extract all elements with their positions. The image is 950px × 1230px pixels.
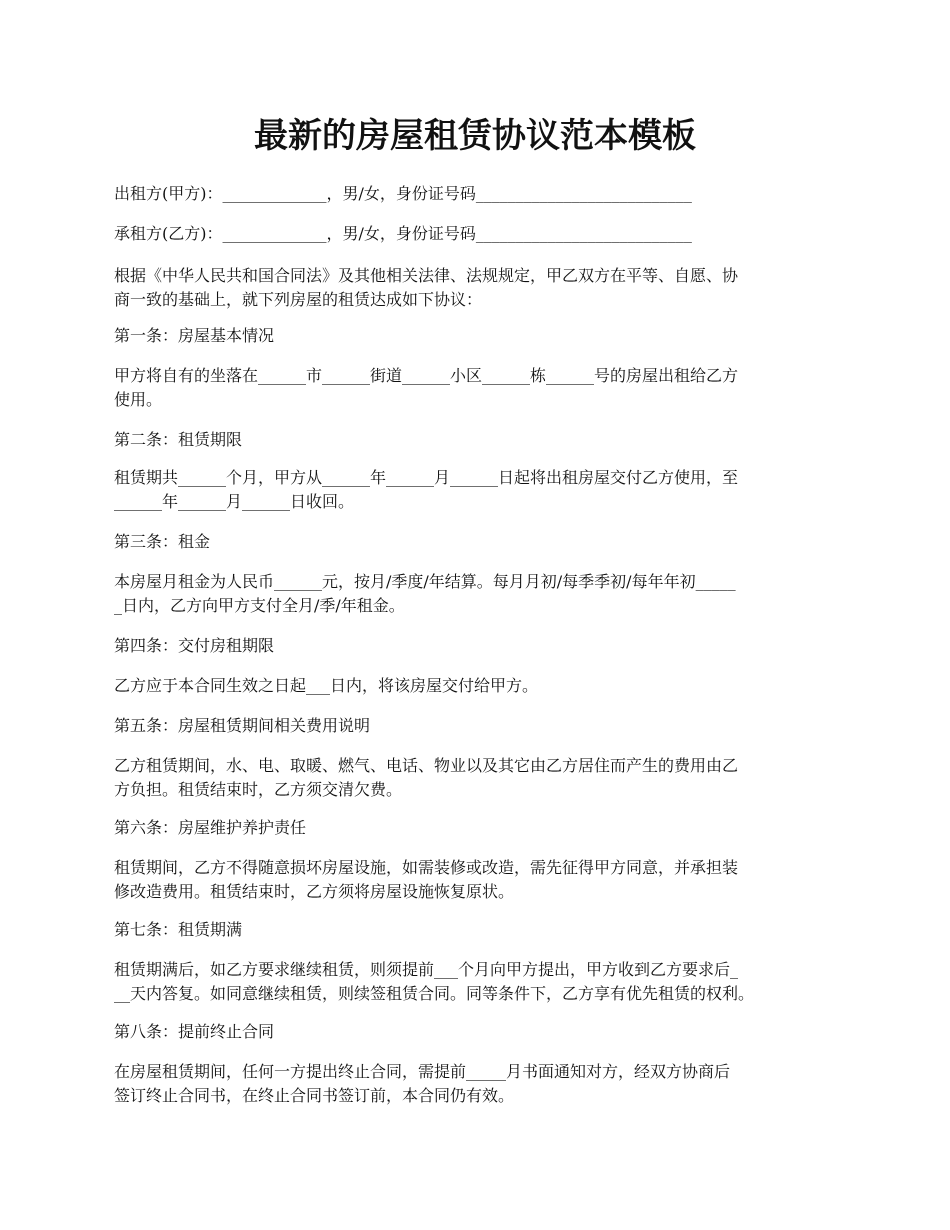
paragraph-line: 本房屋月租金为人民币______元，按月/季度/年结算。每月月初/每季季初/每年年初_____ [114, 572, 736, 591]
paragraph-line: 修改造费用。租赁结束时，乙方须将房屋设施恢复原状。 [114, 882, 515, 901]
paragraph-line: 商一致的基础上，就下列房屋的租赁达成如下协议： [114, 290, 483, 309]
paragraph-line: 租赁期共______个月，甲方从______年______月______日起将出租房屋交付乙方使用，至 [114, 468, 739, 487]
article-1-heading [114, 324, 854, 348]
paragraph-line: 在房屋租赁期间，任何一方提出终止合同，需提前_____月书面通知对方，经双方协商后 [114, 1062, 731, 1081]
paragraph-line: 第八条：提前终止合同 [114, 1022, 275, 1041]
paragraph-line: _日内，乙方向甲方支付全月/季/年租金。 [114, 596, 405, 615]
article-4-body [114, 674, 854, 698]
lessor-line [114, 182, 854, 206]
paragraph-line: 乙方租赁期间，水、电、取暖、燃气、电话、物业以及其它由乙方居住而产生的费用由乙 [114, 756, 739, 775]
paragraph-line: 乙方应于本合同生效之日起___日内，将该房屋交付给甲方。 [114, 676, 539, 695]
paragraph-line: 第五条：房屋租赁期间相关费用说明 [114, 716, 371, 735]
paragraph-line: 第四条：交付房租期限 [114, 636, 275, 655]
paragraph-line: 第七条：租赁期满 [114, 920, 243, 939]
preamble-paragraph [114, 264, 854, 312]
paragraph-line: 租赁期满后，如乙方要求继续租赁，则须提前___个月向甲方提出，甲方收到乙方要求后_ [114, 960, 739, 979]
document-title: 最新的房屋租赁协议范本模板 [254, 116, 696, 156]
paragraph-line: 使用。 [114, 390, 163, 409]
article-8-heading [114, 1020, 854, 1044]
article-6-heading [114, 816, 854, 840]
article-1-body [114, 364, 854, 412]
article-8-body [114, 1060, 854, 1108]
article-3-body [114, 570, 854, 618]
paragraph-line: __天内答复。如同意继续租赁，则续签租赁合同。同等条件下，乙方享有优先租赁的权利。 [114, 984, 755, 1003]
paragraph-line: 第六条：房屋维护养护责任 [114, 818, 307, 837]
lessee-line [114, 222, 854, 246]
paragraph-line: 第一条：房屋基本情况 [114, 326, 275, 345]
article-4-heading [114, 634, 854, 658]
paragraph-line: 第二条：租赁期限 [114, 430, 243, 449]
article-7-body [114, 958, 854, 1006]
article-5-body [114, 754, 854, 802]
article-7-heading [114, 918, 854, 942]
paragraph-line: 承租方(乙方)：_____________，男/女，身份证号码___________________________ [114, 224, 692, 243]
article-3-heading [114, 530, 854, 554]
paragraph-line: 租赁期间，乙方不得随意损坏房屋设施，如需装修或改造，需先征得甲方同意，并承担装 [114, 858, 739, 877]
article-2-body [114, 466, 854, 514]
paragraph-line: ______年______月______日收回。 [114, 492, 355, 511]
paragraph-line: 出租方(甲方)：_____________，男/女，身份证号码___________________________ [114, 184, 692, 203]
paragraph-line: 第三条：租金 [114, 532, 211, 551]
article-5-heading [114, 714, 854, 738]
article-6-body [114, 856, 854, 904]
paragraph-line: 签订终止合同书，在终止合同书签订前，本合同仍有效。 [114, 1086, 515, 1105]
article-2-heading [114, 428, 854, 452]
paragraph-line: 甲方将自有的坐落在______市______街道______小区______栋______号的房屋出租给乙方 [114, 366, 739, 385]
paragraph-line: 根据《中华人民共和国合同法》及其他相关法律、法规规定，甲乙双方在平等、自愿、协 [114, 266, 739, 285]
paragraph-line: 方负担。租赁结束时，乙方须交清欠费。 [114, 780, 403, 799]
